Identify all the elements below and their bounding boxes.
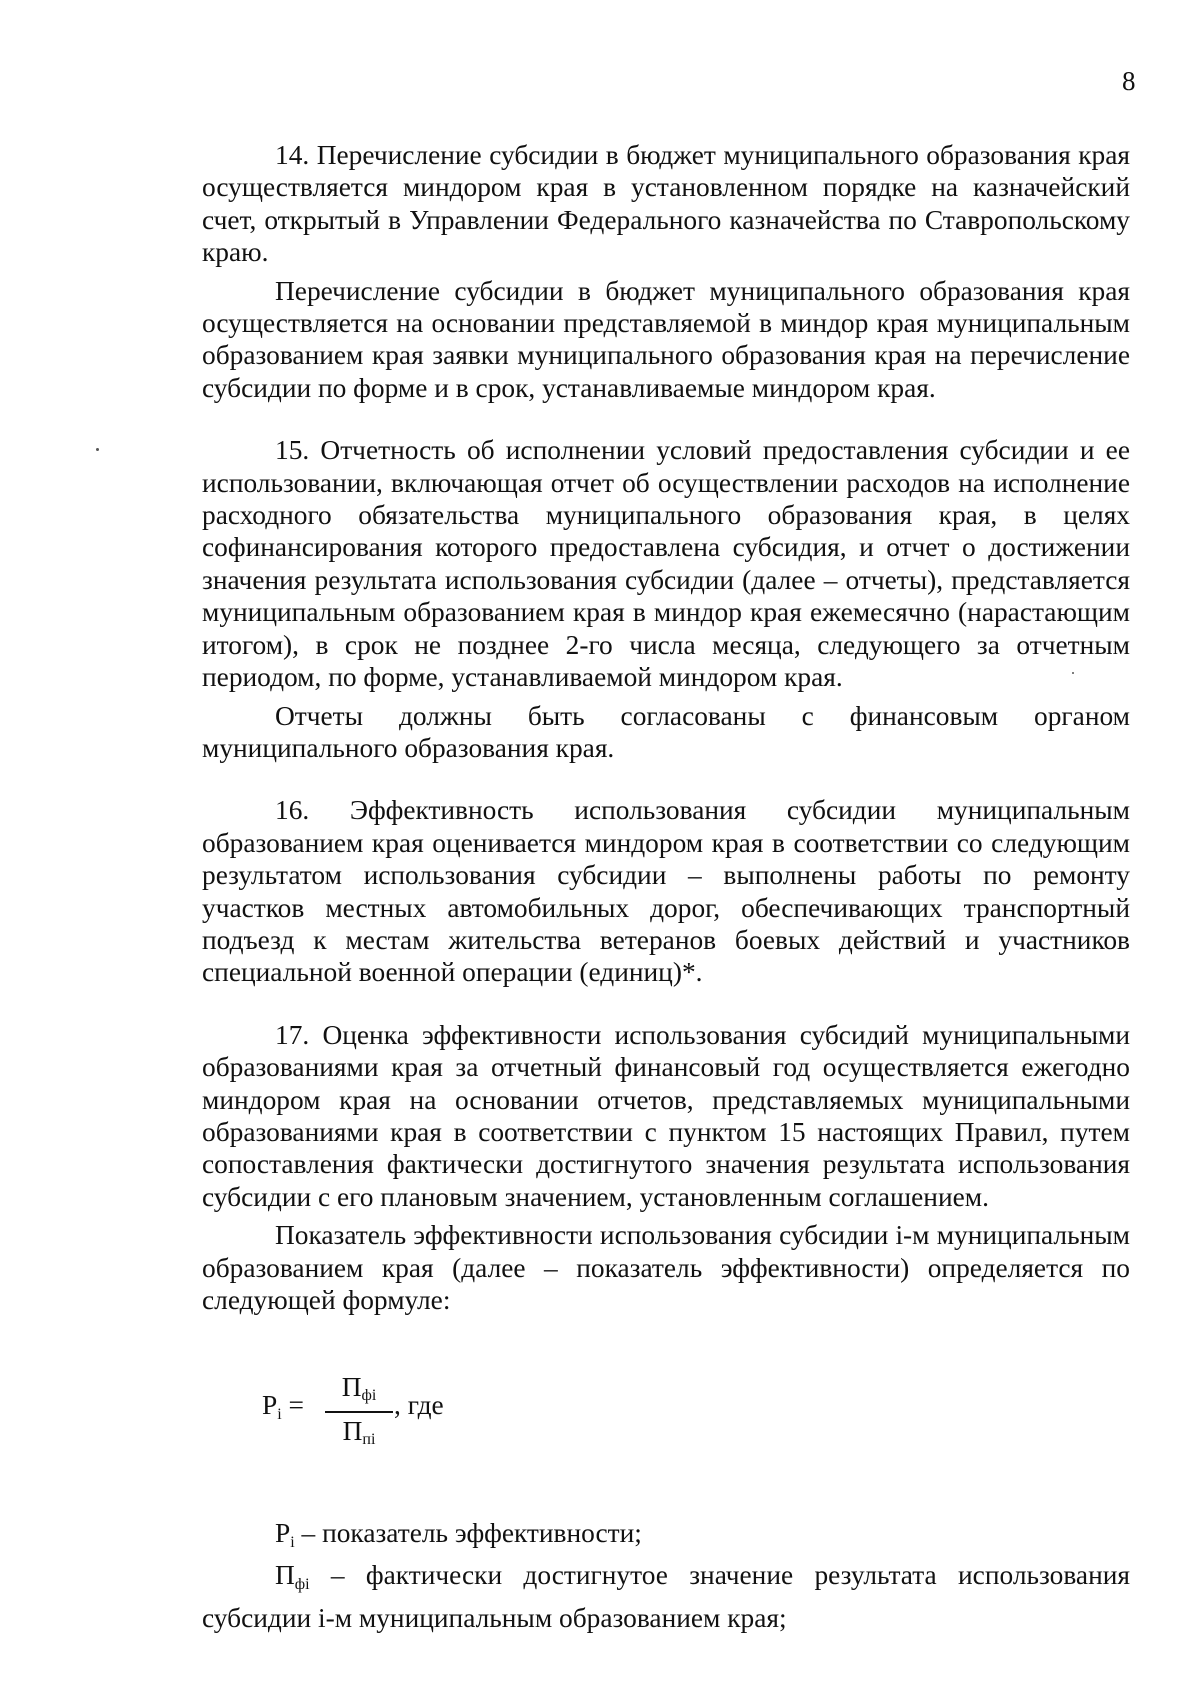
paragraph-17-indicator: Показатель эффективности использования субсидии i-м муниципальным образованием края (далее – показатель эффективности) определяется по следующей формуле: — [202, 1220, 1130, 1315]
formula-definitions — [202, 1517, 1130, 1634]
page-number: 8 — [1122, 66, 1136, 96]
paragraph-15: 15. Отчетность об исполнении условий предоставления субсидии и ее использовании, включающая отчет об осуществлении расходов на исполнение расходного обязательства муниципального образования края, в целях софинансирования которого предоставлена субсидия, и отчет о достижении значения результата использования субсидии (далее – отчеты), представляется муниципальным образованием края в миндор края ежемесячно (нарастающим итогом), в срок не позднее 2-го числа месяца, следующего за отчетным периодом, по форме, устанавливаемой миндором края. — [202, 435, 1130, 693]
fraction-bar — [325, 1411, 393, 1413]
definition-item: $P_i$ – показатель эффективности; — [275, 1518, 642, 1551]
formula-lhs: $P_i$ = — [262, 1390, 304, 1423]
paragraph-17: 17. Оценка эффективности использования субсидий муниципальными образованиями края за отчетный финансовый год осуществляется ежегодно миндором края на основании отчетов, представляемых муниципальными образованиями края в соответствии с пунктом 15 настоящих Правил, путем сопоставления фактически достигнутого значения результата использования субсидии с его плановым значением, установленным соглашением. — [202, 1019, 1130, 1212]
efficiency-formula — [262, 1370, 482, 1450]
paragraph-14: 14. Перечисление субсидии в бюджет муниципального образования края осуществляется миндором края в установленном порядке на казначейский счет, открытый в Управлении Федерального казначейства по Ставропольскому краю. — [202, 140, 1130, 268]
paragraph-16: 16. Эффективность использования субсидии муниципальным образованием края оценивается миндором края в соответствии со следующим результатом использования субсидии – выполнены работы по ремонту участков местных автомобильных дорог, обеспечивающих транспортный подъезд к местам жительства ветеранов боевых действий и участников специальной военной операции (единиц)*. — [202, 795, 1130, 988]
paragraph-15-approval: Отчеты должны быть согласованы с финансовым органом муниципального образования края. — [202, 700, 1130, 763]
body-text — [202, 139, 1130, 1316]
paragraph-14-transfer: Перечисление субсидии в бюджет муниципального образования края осуществляется на основании представляемой в миндор края муниципальным образованием края заявки муниципального образования края на перечисление субсидии по форме и в срок, устанавливаемые миндором края. — [202, 275, 1130, 403]
formula-fraction — [325, 1372, 393, 1455]
definition-item: $П_{фi}$ – фактически достигнутое значение результата использования субсидии i-м муниципальным образованием края; — [202, 1560, 1130, 1633]
formula-tail: , где — [394, 1390, 444, 1420]
formula-numerator: $П_{фi}$ — [341, 1372, 377, 1404]
formula-denominator: $П_{пi}$ — [342, 1415, 376, 1448]
scan-speck — [96, 448, 99, 451]
